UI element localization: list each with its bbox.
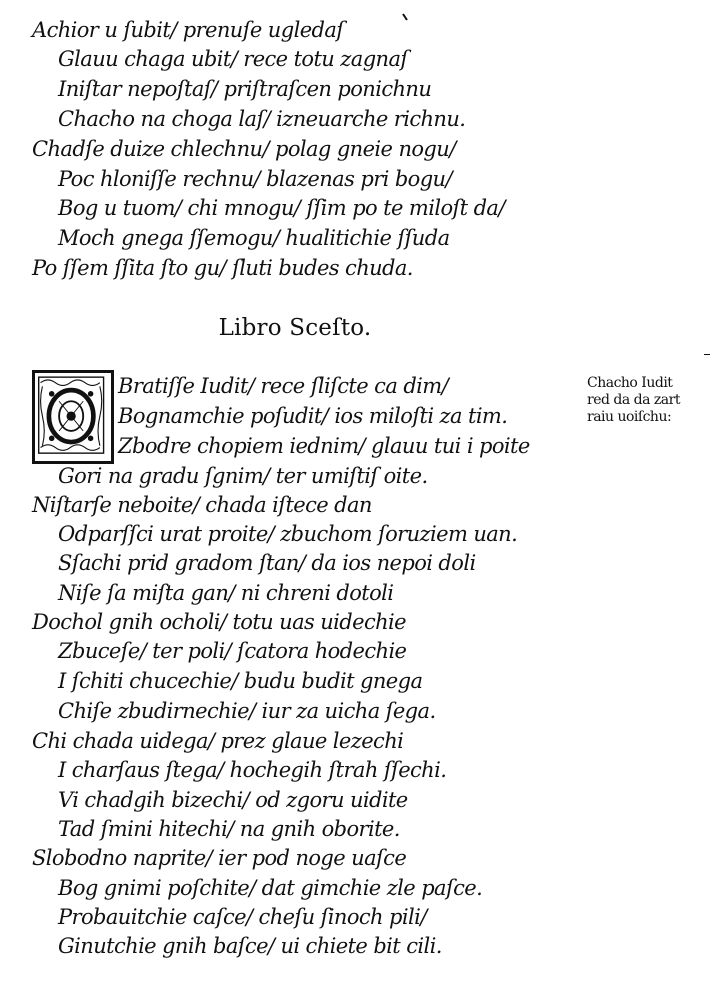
verse-line: Iniſtar nepoſtaſ/ priſtraſcen ponichnu (58, 77, 432, 101)
verse-line: Niſtarſe neboite/ chada iſtece dan (32, 493, 372, 517)
verse-line: Sſachi prid gradom ſtan/ da ios nepoi doli (58, 551, 476, 575)
verse-line: Odparſſci urat proite/ zbuchom ſoruziem uan. (58, 522, 518, 546)
margin-note-line: raiu uoiſchu: (587, 409, 672, 425)
verse-line: Poc hloniſſe rechnu/ blazenas pri bogu/ (58, 167, 452, 191)
verse-line: Ginutchie gnih baſce/ ui chiete bit cili. (58, 934, 442, 958)
verse-line: Chacho na choga laſ/ izneuarche richnu. (58, 107, 466, 131)
verse-line: Vi chadgih bizechi/ od zgoru uidite (58, 788, 408, 812)
verse-line: Po ſſem ſſita ſto gu/ ſluti budes chuda. (32, 256, 413, 280)
section-heading: Libro Sceſto. (218, 315, 372, 341)
margin-tick (704, 354, 710, 355)
verse-line: Bog u tuom/ chi mnogu/ ſſim po te miloſt da/ (58, 196, 505, 220)
verse-line: Bognamchie poſudit/ ios miloſti za tim. (118, 404, 508, 428)
verse-line: Chi chada uidega/ prez glaue lezechi (32, 729, 404, 753)
verse-line: Niſe ſa miſta gan/ ni chreni dotoli (58, 581, 394, 605)
verse-line: Probauitchie caſce/ cheſu ſinoch pili/ (58, 905, 427, 929)
verse-line: Bog gnimi poſchite/ dat gimchie zle paſce. (58, 876, 483, 900)
verse-line: Dochol gnih ocholi/ totu uas uidechie (32, 610, 407, 634)
verse-line: Slobodno naprite/ ier pod noge uaſce (32, 846, 407, 870)
verse-line: Zbodre chopiem iednim/ glauu tui i poite (118, 434, 530, 458)
verse-line: I ſchiti chucechie/ budu budit gnega (58, 669, 423, 693)
verse-line: Chiſe zbudirnechie/ iur za uicha ſega. (58, 699, 436, 723)
verse-line: Bratiſſe Iudit/ rece ſliſcte ca dim/ (118, 374, 449, 398)
margin-note-line: red da da zart (587, 392, 680, 408)
verse-line: Achior u ſubit/ prenuſe ugledaſ (32, 18, 344, 42)
ornament-icon (35, 373, 111, 461)
verse-line: Chadſe duize chlechnu/ polag gneie nogu/ (32, 137, 456, 161)
verse-line: Tad ſmini hitechi/ na gnih oborite. (58, 817, 400, 841)
margin-note-line: Chacho Iudit (587, 375, 673, 391)
stray-mark-icon (402, 13, 408, 21)
verse-line: I charſaus ſtega/ hochegih ſtrah ſſechi. (58, 758, 447, 782)
decorated-initial-o (32, 370, 114, 464)
verse-line: Glauu chaga ubit/ rece totu zagnaſ (58, 47, 408, 71)
verse-line: Zbuceſe/ ter poli/ ſcatora hodechie (58, 639, 407, 663)
verse-line: Moch gnega ſſemogu/ hualitichie ſſuda (58, 226, 450, 250)
verse-line: Gori na gradu ſgnim/ ter umiſtiſ oite. (58, 464, 428, 488)
